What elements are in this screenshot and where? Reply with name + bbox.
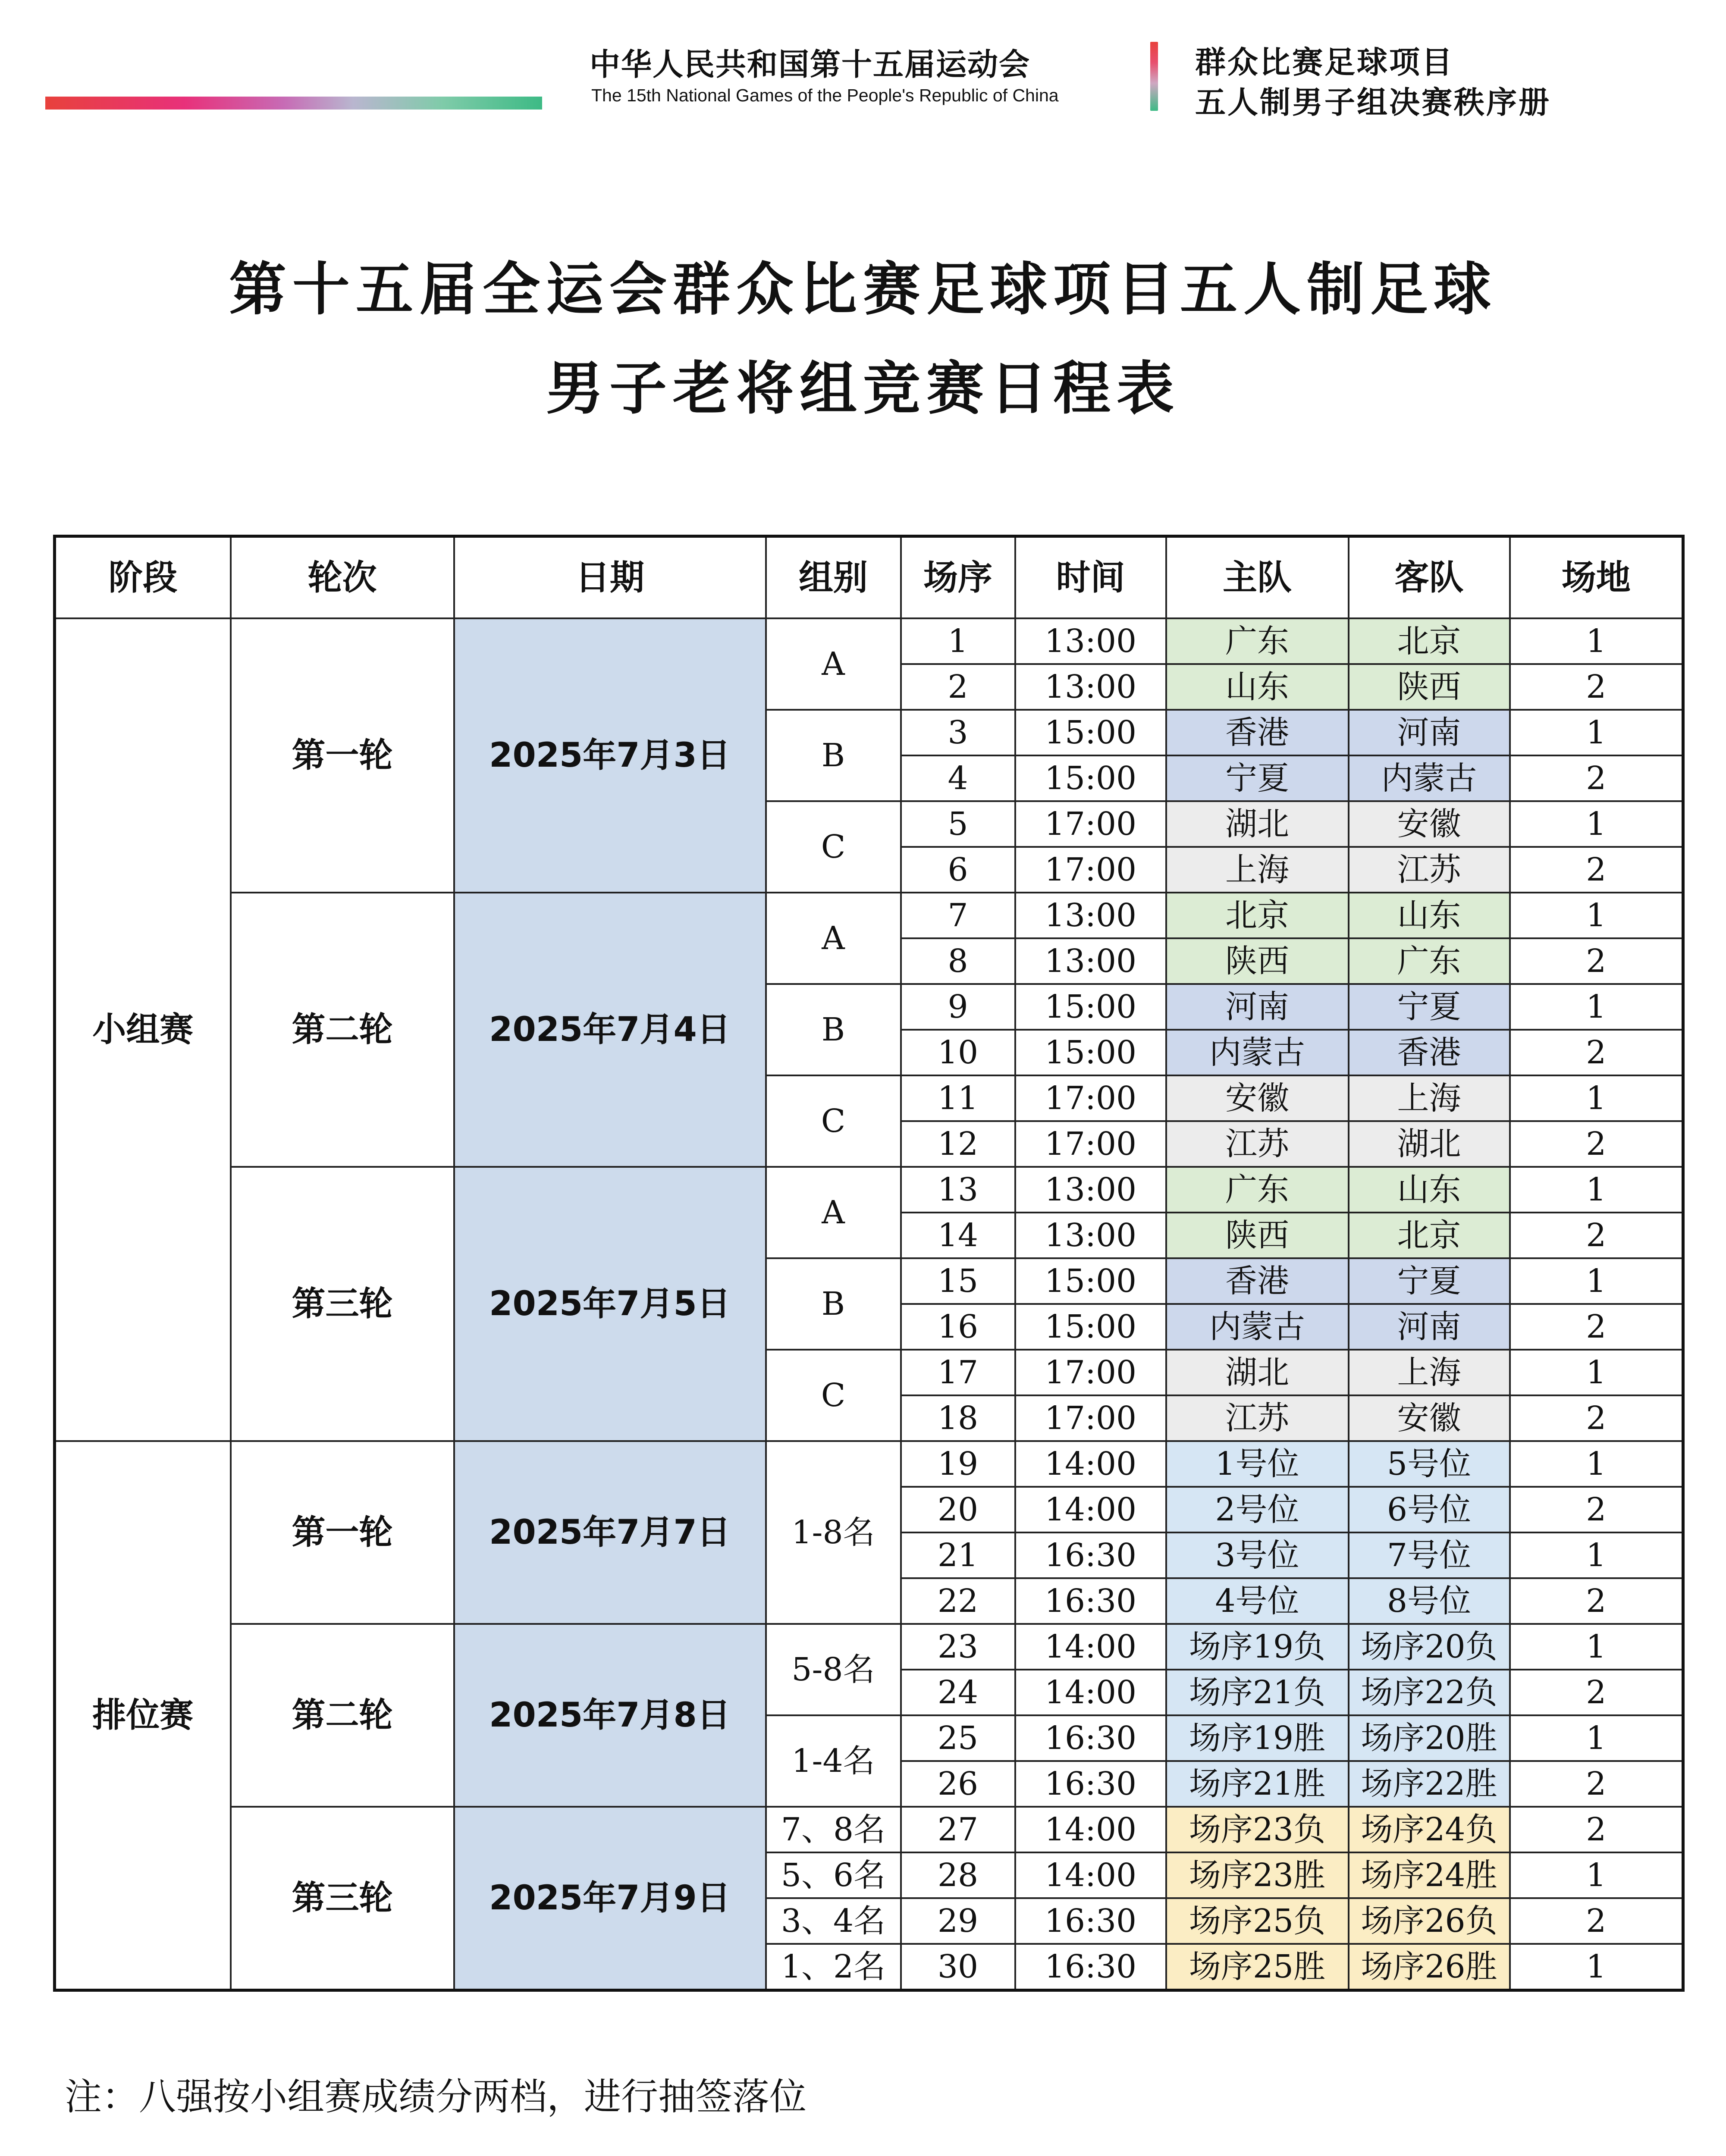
match-no-cell: 22 (901, 1578, 1015, 1624)
match-no-cell: 24 (901, 1670, 1015, 1715)
home-team-cell: 上海 (1166, 847, 1349, 893)
table-header-row (55, 536, 1683, 619)
venue-cell: 2 (1510, 847, 1683, 893)
match-no-cell: 6 (901, 847, 1015, 893)
away-team-cell: 北京 (1349, 618, 1510, 664)
time-cell: 15:00 (1015, 710, 1166, 755)
home-team-cell: 场序19负 (1166, 1624, 1349, 1670)
away-team-cell: 场序26负 (1349, 1898, 1510, 1944)
group-cell: 1、2名 (766, 1944, 901, 1990)
away-team-cell: 上海 (1349, 1350, 1510, 1395)
table-row (55, 618, 1683, 664)
away-team-cell: 河南 (1349, 1304, 1510, 1350)
round-cell: 第三轮 (231, 1167, 454, 1441)
header-cell-time: 时间 (1015, 536, 1166, 619)
page-title-line1: 第十五届全运会群众比赛足球项目五人制足球 (229, 257, 1497, 323)
away-team-cell: 场序20负 (1349, 1624, 1510, 1670)
header-cell-round: 轮次 (231, 536, 454, 619)
away-team-cell: 上海 (1349, 1075, 1510, 1121)
table-row (55, 893, 1683, 938)
round-cell: 第二轮 (231, 893, 454, 1167)
home-team-cell: 场序25负 (1166, 1898, 1349, 1944)
round-cell: 第二轮 (231, 1624, 454, 1807)
match-no-cell: 19 (901, 1441, 1015, 1487)
away-team-cell: 山东 (1349, 1167, 1510, 1213)
round-cell: 第一轮 (231, 618, 454, 893)
table-row (55, 1624, 1683, 1670)
venue-cell: 1 (1510, 1075, 1683, 1121)
match-no-cell: 28 (901, 1852, 1015, 1898)
match-no-cell: 3 (901, 710, 1015, 755)
home-team-cell: 湖北 (1166, 1350, 1349, 1395)
round-cell: 第一轮 (231, 1441, 454, 1624)
group-cell: A (766, 1167, 901, 1258)
venue-cell: 1 (1510, 618, 1683, 664)
away-team-cell: 5号位 (1349, 1441, 1510, 1487)
match-no-cell: 21 (901, 1532, 1015, 1578)
venue-cell: 1 (1510, 1350, 1683, 1395)
time-cell: 17:00 (1015, 1121, 1166, 1167)
group-cell: B (766, 984, 901, 1075)
home-team-cell: 山东 (1166, 664, 1349, 710)
away-team-cell: 内蒙古 (1349, 755, 1510, 801)
match-no-cell: 18 (901, 1395, 1015, 1441)
home-team-cell: 陕西 (1166, 1213, 1349, 1258)
venue-cell: 1 (1510, 1532, 1683, 1578)
time-cell: 17:00 (1015, 847, 1166, 893)
group-cell: C (766, 801, 901, 893)
time-cell: 13:00 (1015, 618, 1166, 664)
date-cell: 2025年7月8日 (454, 1624, 766, 1807)
date-cell: 2025年7月7日 (454, 1441, 766, 1624)
match-no-cell: 7 (901, 893, 1015, 938)
match-no-cell: 5 (901, 801, 1015, 847)
away-team-cell: 湖北 (1349, 1121, 1510, 1167)
venue-cell: 2 (1510, 1213, 1683, 1258)
venue-cell: 2 (1510, 1121, 1683, 1167)
date-cell: 2025年7月3日 (454, 618, 766, 893)
home-team-cell: 3号位 (1166, 1532, 1349, 1578)
venue-cell: 1 (1510, 1167, 1683, 1213)
time-cell: 15:00 (1015, 1258, 1166, 1304)
time-cell: 14:00 (1015, 1441, 1166, 1487)
doc-subtitle-line2: 五人制男子组决赛秩序册 (1195, 85, 1551, 120)
match-no-cell: 13 (901, 1167, 1015, 1213)
home-team-cell: 场序21胜 (1166, 1761, 1349, 1807)
group-cell: 5-8名 (766, 1624, 901, 1715)
away-team-cell: 7号位 (1349, 1532, 1510, 1578)
away-team-cell: 宁夏 (1349, 1258, 1510, 1304)
venue-cell: 2 (1510, 1670, 1683, 1715)
time-cell: 13:00 (1015, 1213, 1166, 1258)
match-no-cell: 4 (901, 755, 1015, 801)
event-name-cn: 中华人民共和国第十五届运动会 (590, 47, 1031, 82)
table-row (55, 1167, 1683, 1213)
venue-cell: 1 (1510, 1258, 1683, 1304)
time-cell: 17:00 (1015, 1075, 1166, 1121)
header-cell-venue: 场地 (1510, 536, 1683, 619)
page-title-line2: 男子老将组竞赛日程表 (546, 356, 1180, 422)
stage-cell: 小组赛 (55, 618, 231, 1441)
away-team-cell: 场序22胜 (1349, 1761, 1510, 1807)
group-cell: C (766, 1350, 901, 1441)
home-team-cell: 广东 (1166, 618, 1349, 664)
away-team-cell: 江苏 (1349, 847, 1510, 893)
match-no-cell: 16 (901, 1304, 1015, 1350)
venue-cell: 1 (1510, 1852, 1683, 1898)
home-team-cell: 场序21负 (1166, 1670, 1349, 1715)
match-no-cell: 25 (901, 1715, 1015, 1761)
home-team-cell: 湖北 (1166, 801, 1349, 847)
group-cell: C (766, 1075, 901, 1167)
venue-cell: 2 (1510, 1807, 1683, 1852)
match-no-cell: 26 (901, 1761, 1015, 1807)
group-cell: B (766, 1258, 901, 1350)
away-team-cell: 山东 (1349, 893, 1510, 938)
group-cell: 7、8名 (766, 1807, 901, 1852)
match-no-cell: 1 (901, 618, 1015, 664)
time-cell: 14:00 (1015, 1670, 1166, 1715)
venue-cell: 2 (1510, 1761, 1683, 1807)
venue-cell: 1 (1510, 710, 1683, 755)
match-no-cell: 15 (901, 1258, 1015, 1304)
home-team-cell: 江苏 (1166, 1121, 1349, 1167)
home-team-cell: 2号位 (1166, 1487, 1349, 1532)
note-line2 (144, 2150, 1082, 2156)
home-team-cell: 场序23负 (1166, 1807, 1349, 1852)
match-no-cell: 8 (901, 938, 1015, 984)
table-row (55, 1441, 1683, 1487)
header-cell-away: 客队 (1349, 536, 1510, 619)
venue-cell: 1 (1510, 1944, 1683, 1990)
time-cell: 15:00 (1015, 755, 1166, 801)
venue-cell: 2 (1510, 664, 1683, 710)
home-team-cell: 场序23胜 (1166, 1852, 1349, 1898)
away-team-cell: 场序22负 (1349, 1670, 1510, 1715)
time-cell: 16:30 (1015, 1761, 1166, 1807)
home-team-cell: 安徽 (1166, 1075, 1349, 1121)
venue-cell: 2 (1510, 1578, 1683, 1624)
venue-cell: 2 (1510, 1304, 1683, 1350)
time-cell: 15:00 (1015, 1304, 1166, 1350)
match-no-cell: 17 (901, 1350, 1015, 1395)
away-team-cell: 广东 (1349, 938, 1510, 984)
round-cell: 第三轮 (231, 1807, 454, 1990)
header-cell-group: 组别 (766, 536, 901, 619)
time-cell: 13:00 (1015, 893, 1166, 938)
time-cell: 17:00 (1015, 1350, 1166, 1395)
match-no-cell: 23 (901, 1624, 1015, 1670)
match-no-cell: 20 (901, 1487, 1015, 1532)
away-team-cell: 河南 (1349, 710, 1510, 755)
match-no-cell: 29 (901, 1898, 1015, 1944)
home-team-cell: 4号位 (1166, 1578, 1349, 1624)
home-team-cell: 广东 (1166, 1167, 1349, 1213)
away-team-cell: 香港 (1349, 1030, 1510, 1075)
away-team-cell: 安徽 (1349, 801, 1510, 847)
home-team-cell: 陕西 (1166, 938, 1349, 984)
venue-cell: 1 (1510, 1624, 1683, 1670)
time-cell: 14:00 (1015, 1852, 1166, 1898)
venue-cell: 1 (1510, 801, 1683, 847)
event-name-en: The 15th National Games of the People's Republic of China (591, 85, 1059, 105)
time-cell: 16:30 (1015, 1532, 1166, 1578)
away-team-cell: 陕西 (1349, 664, 1510, 710)
time-cell: 14:00 (1015, 1487, 1166, 1532)
match-no-cell: 12 (901, 1121, 1015, 1167)
time-cell: 16:30 (1015, 1944, 1166, 1990)
note-line1: 注：八强按小组赛成绩分两档，进行抽签落位 (65, 2075, 807, 2118)
away-team-cell: 8号位 (1349, 1578, 1510, 1624)
home-team-cell: 场序19胜 (1166, 1715, 1349, 1761)
away-team-cell: 安徽 (1349, 1395, 1510, 1441)
date-cell: 2025年7月9日 (454, 1807, 766, 1990)
away-team-cell: 场序24胜 (1349, 1852, 1510, 1898)
match-no-cell: 10 (901, 1030, 1015, 1075)
away-team-cell: 场序24负 (1349, 1807, 1510, 1852)
header-cell-date: 日期 (454, 536, 766, 619)
away-team-cell: 6号位 (1349, 1487, 1510, 1532)
match-no-cell: 9 (901, 984, 1015, 1030)
time-cell: 13:00 (1015, 1167, 1166, 1213)
time-cell: 15:00 (1015, 984, 1166, 1030)
header-divider-bar (1150, 42, 1158, 111)
time-cell: 13:00 (1015, 664, 1166, 710)
away-team-cell: 场序20胜 (1349, 1715, 1510, 1761)
home-team-cell: 内蒙古 (1166, 1304, 1349, 1350)
time-cell: 15:00 (1015, 1030, 1166, 1075)
home-team-cell: 河南 (1166, 984, 1349, 1030)
time-cell: 17:00 (1015, 801, 1166, 847)
date-cell: 2025年7月5日 (454, 1167, 766, 1441)
venue-cell: 2 (1510, 755, 1683, 801)
group-cell: 3、4名 (766, 1898, 901, 1944)
venue-cell: 2 (1510, 1030, 1683, 1075)
header-cell-match-no: 场序 (901, 536, 1015, 619)
date-cell: 2025年7月4日 (454, 893, 766, 1167)
schedule-table (53, 535, 1685, 1992)
home-team-cell: 北京 (1166, 893, 1349, 938)
home-team-cell: 内蒙古 (1166, 1030, 1349, 1075)
venue-cell: 1 (1510, 984, 1683, 1030)
group-cell: A (766, 893, 901, 984)
match-no-cell: 27 (901, 1807, 1015, 1852)
time-cell: 16:30 (1015, 1578, 1166, 1624)
home-team-cell: 香港 (1166, 1258, 1349, 1304)
time-cell: 13:00 (1015, 938, 1166, 984)
time-cell: 16:30 (1015, 1715, 1166, 1761)
venue-cell: 1 (1510, 1441, 1683, 1487)
group-cell: 5、6名 (766, 1852, 901, 1898)
home-team-cell: 1号位 (1166, 1441, 1349, 1487)
table-row (55, 1807, 1683, 1852)
venue-cell: 2 (1510, 938, 1683, 984)
away-team-cell: 北京 (1349, 1213, 1510, 1258)
stage-cell: 排位赛 (55, 1441, 231, 1990)
group-cell: 1-4名 (766, 1715, 901, 1807)
match-no-cell: 30 (901, 1944, 1015, 1990)
time-cell: 16:30 (1015, 1898, 1166, 1944)
header-gradient-bar (45, 97, 542, 110)
group-cell: 1-8名 (766, 1441, 901, 1624)
away-team-cell: 宁夏 (1349, 984, 1510, 1030)
match-no-cell: 2 (901, 664, 1015, 710)
home-team-cell: 宁夏 (1166, 755, 1349, 801)
home-team-cell: 香港 (1166, 710, 1349, 755)
venue-cell: 1 (1510, 1715, 1683, 1761)
venue-cell: 2 (1510, 1898, 1683, 1944)
header-cell-home: 主队 (1166, 536, 1349, 619)
match-no-cell: 11 (901, 1075, 1015, 1121)
header-cell-stage: 阶段 (55, 536, 231, 619)
time-cell: 14:00 (1015, 1624, 1166, 1670)
venue-cell: 1 (1510, 893, 1683, 938)
schedule-table-body (55, 536, 1683, 1990)
home-team-cell: 江苏 (1166, 1395, 1349, 1441)
away-team-cell: 场序26胜 (1349, 1944, 1510, 1990)
time-cell: 14:00 (1015, 1807, 1166, 1852)
venue-cell: 2 (1510, 1487, 1683, 1532)
match-no-cell: 14 (901, 1213, 1015, 1258)
group-cell: B (766, 710, 901, 801)
time-cell: 17:00 (1015, 1395, 1166, 1441)
home-team-cell: 场序25胜 (1166, 1944, 1349, 1990)
doc-subtitle-line1: 群众比赛足球项目 (1195, 44, 1454, 80)
venue-cell: 2 (1510, 1395, 1683, 1441)
group-cell: A (766, 618, 901, 710)
